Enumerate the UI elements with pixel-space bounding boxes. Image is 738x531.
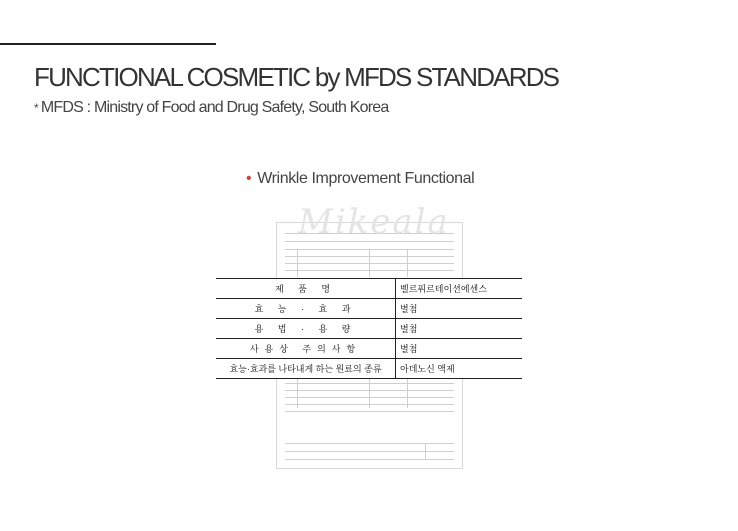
row-label: 효능·효과를 나타내게 하는 원료의 종류 <box>216 359 396 378</box>
row-label: 용 법 · 용 량 <box>216 319 396 338</box>
row-value: 별첨 <box>400 344 418 354</box>
row-label: 사용상 주의사항 <box>216 339 396 358</box>
page-title: FUNCTIONAL COSMETIC by MFDS STANDARDS <box>34 62 559 92</box>
table-row <box>216 359 522 379</box>
product-info-table <box>216 278 522 379</box>
bullet-icon: • <box>246 170 252 187</box>
row-value: 별첨 <box>400 324 418 334</box>
subtitle-text: MFDS : Ministry of Food and Drug Safety, South Korea <box>40 99 389 116</box>
table-row <box>216 319 522 339</box>
top-rule <box>0 43 216 45</box>
row-label: 제 품 명 <box>216 279 396 298</box>
row-label: 효 능 · 효 과 <box>216 299 396 318</box>
watermark-logo: Mikeala <box>298 202 450 242</box>
row-value: 아데노신 액제 <box>400 364 455 374</box>
table-row <box>216 299 522 319</box>
page-subtitle <box>34 99 388 117</box>
row-value: 별첨 <box>400 304 418 314</box>
section-heading <box>246 170 474 188</box>
section-label: Wrinkle Improvement Functional <box>257 170 475 187</box>
row-value: 벨르퓌르테이션에센스 <box>400 284 487 294</box>
table-row <box>216 279 522 299</box>
footnote-mark: * <box>34 101 38 115</box>
table-row <box>216 339 522 359</box>
